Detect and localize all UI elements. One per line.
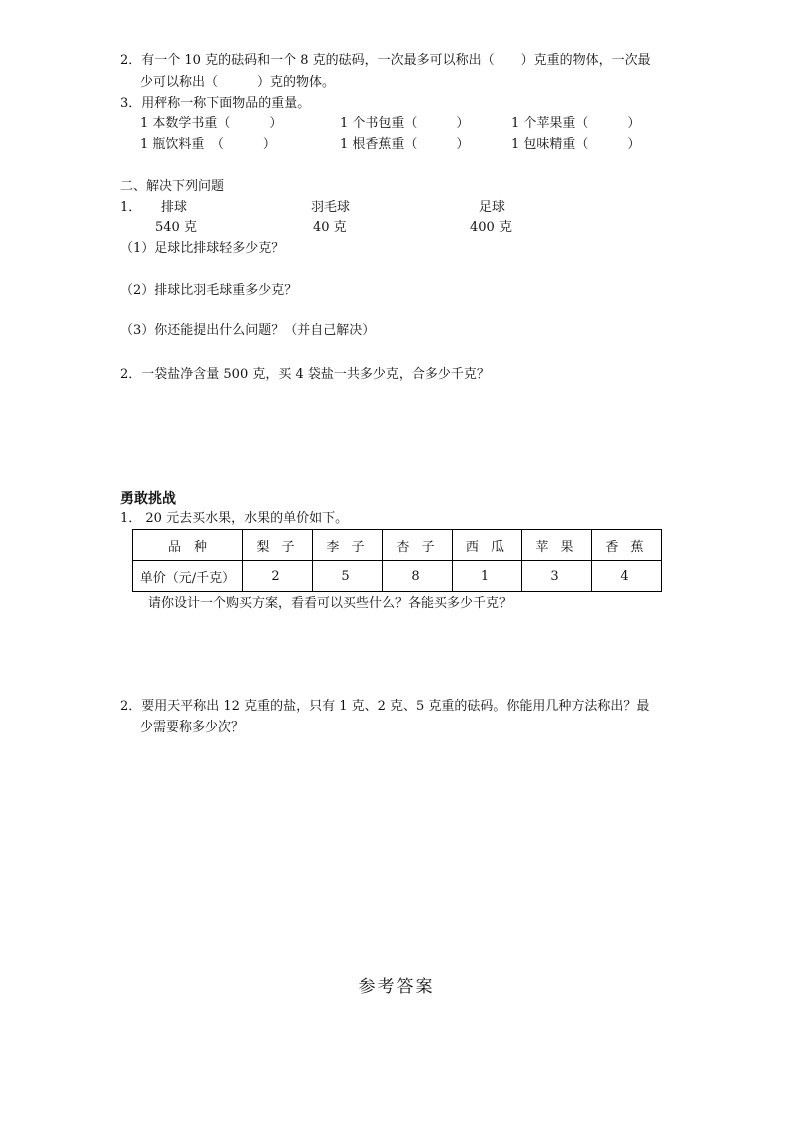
table-cell: 1 xyxy=(453,561,522,592)
challenge-title: 勇敢挑战 xyxy=(120,491,176,507)
table-header-row xyxy=(133,530,662,561)
ball-weight-volleyball: 540 克 xyxy=(155,220,197,235)
weigh-item-schoolbag: 1 个书包重（ ） xyxy=(340,116,470,131)
challenge-question-1: 1． 20 元去买水果，水果的单价如下。 xyxy=(120,511,349,526)
table-row xyxy=(133,561,662,592)
table-header-cell: 杏 子 xyxy=(383,530,453,561)
sub-question-3: （3）你还能提出什么问题？（并自己解决） xyxy=(120,323,376,338)
section-2-title: 二、解决下列问题 xyxy=(120,179,225,194)
ball-weight-football: 400 克 xyxy=(470,220,512,235)
weigh-item-drink: 1 瓶饮料重 （ ） xyxy=(140,137,276,152)
challenge-question-2-line-1: 2．要用天平称出 12 克重的盐，只有 1 克、2 克、5 克重的砝码。你能用几种方法称出？最 xyxy=(120,699,650,714)
sub-question-2: （2）排球比羽毛球重多少克？ xyxy=(120,283,298,298)
table-header-cell: 香 蕉 xyxy=(592,530,662,561)
table-row-label: 单价（元/千克） xyxy=(133,561,243,592)
table-header-cell: 李 子 xyxy=(313,530,383,561)
table-cell: 3 xyxy=(522,561,592,592)
weigh-item-banana: 1 根香蕉重（ ） xyxy=(340,137,470,152)
question-3-title: 3．用秤称一称下面物品的重量。 xyxy=(120,96,311,111)
section-2-question-2: 2．一袋盐净含量 500 克，买 4 袋盐一共多少克，合多少千克？ xyxy=(120,367,490,382)
answer-key-title: 参考答案 xyxy=(358,977,435,997)
table-cell: 5 xyxy=(313,561,383,592)
table-header-cell: 梨 子 xyxy=(243,530,313,561)
ball-weight-shuttlecock: 40 克 xyxy=(313,220,347,235)
table-header-cell: 品 种 xyxy=(133,530,243,561)
fruit-price-table xyxy=(132,529,662,592)
weigh-item-apple: 1 个苹果重（ ） xyxy=(511,116,641,131)
ball-name-volleyball: 排球 xyxy=(161,200,188,215)
table-cell: 8 xyxy=(383,561,453,592)
weigh-item-msg: 1 包味精重（ ） xyxy=(511,137,641,152)
sub-question-1: （1）足球比排球轻多少克？ xyxy=(120,241,285,256)
weigh-item-math-book: 1 本数学书重（ ） xyxy=(140,116,283,131)
question-2-line-1: 2．有一个 10 克的砝码和一个 8 克的砝码，一次最多可以称出（ ）克重的物体，一次最 xyxy=(120,53,651,68)
question-2-line-2: 少可以称出（ ）克的物体。 xyxy=(140,75,336,90)
table-header-cell: 苹 果 xyxy=(522,530,592,561)
challenge-question-2-line-2: 少需要称多少次？ xyxy=(140,720,245,735)
ball-name-shuttlecock: 羽毛球 xyxy=(311,200,351,215)
section-2-q1-number: 1． xyxy=(120,200,142,215)
table-cell: 2 xyxy=(243,561,313,592)
purchase-plan-prompt: 请你设计一个购买方案，看看可以买些什么？各能买多少千克？ xyxy=(148,596,513,611)
ball-name-football: 足球 xyxy=(479,200,506,215)
table-cell: 4 xyxy=(592,561,662,592)
table-header-cell: 西 瓜 xyxy=(453,530,522,561)
